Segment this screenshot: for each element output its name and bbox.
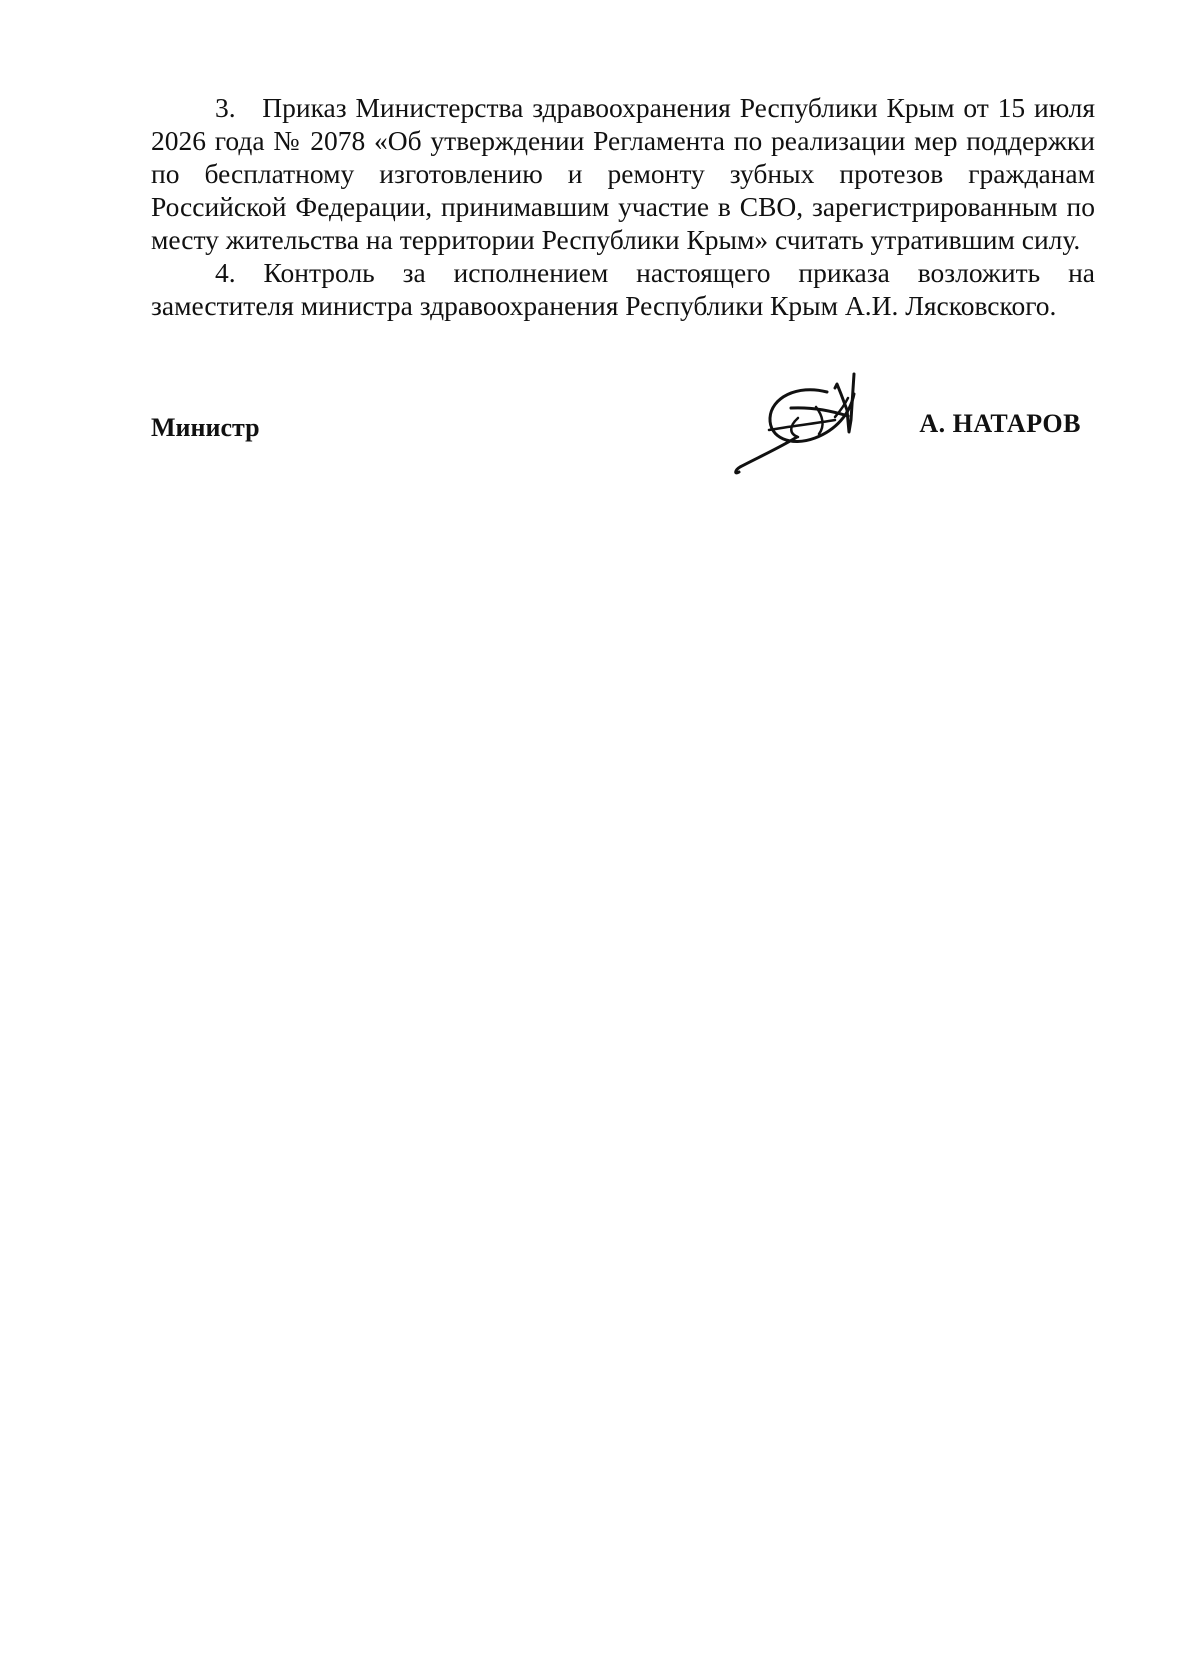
paragraph-4-number: 4. [215,257,236,288]
signer-name: А. НАТАРОВ [919,409,1081,438]
handwritten-signature [731,372,881,490]
paragraph-3 [151,91,1095,256]
paragraph-3-text: Приказ Министерства здравоохранения Республики Крым от 15 июля 2026 года № 2078 «Об утверждении Регламента по реализации мер поддержки по бесплатному изготовлению и ремонту зубных протезов гражданам Российской Федерации, принимавшим участие в СВО, зарегистрированным по месту жительства на территории Республики Крым» считать утратившим силу. [151,92,1096,255]
paragraph-4 [151,256,1095,322]
paragraph-4-text: Контроль за исполнением настоящего приказа возложить на заместителя министра здравоохранения Республики Крым А.И. Лясковского. [151,257,1095,321]
signature-block [151,378,1095,498]
position-title: Министр [151,413,260,442]
order-text [151,91,1095,322]
paragraph-3-number: 3. [215,92,236,123]
